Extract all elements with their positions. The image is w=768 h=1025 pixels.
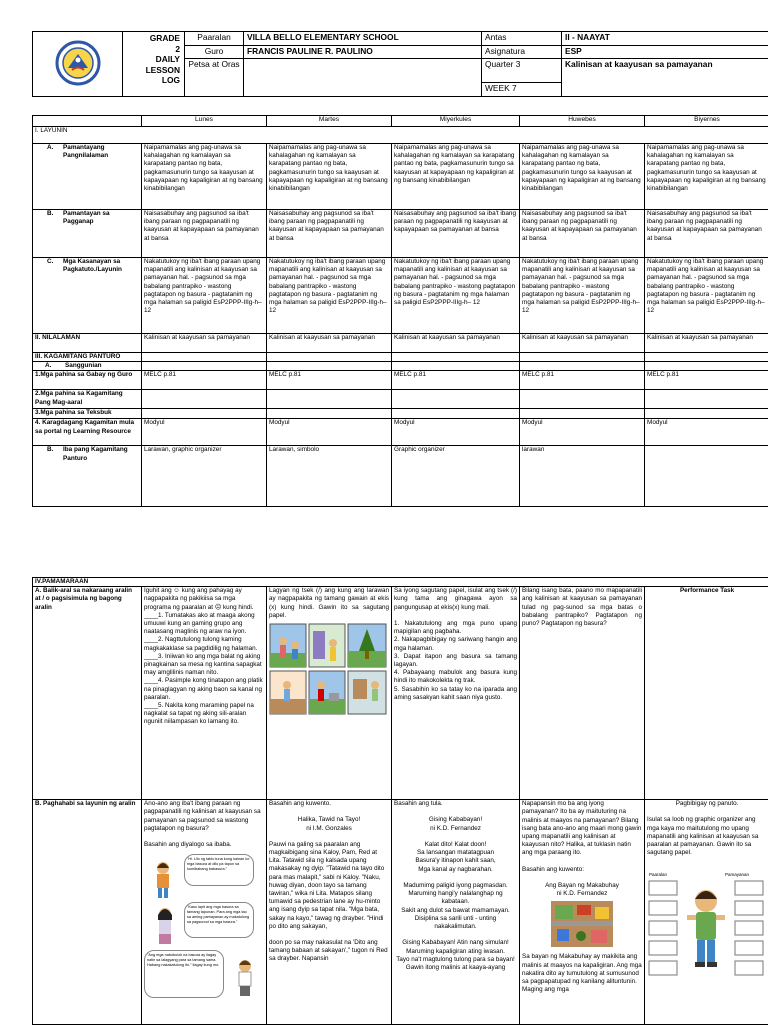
antas-label: Antas — [482, 32, 562, 46]
cell-text: Nakatutukoy ng iba't ibang paraan upang mapanatili ang kalinisan at kaayusan sa pamayanan hal. - pagsunod sa mga babalang pantrapiko - wastong pagtatapon ng basura - pagtatanim ng mga halaman sa paligid EsP2PPP-IIIg-h– 12 — [142, 258, 267, 334]
child-figure-icon — [232, 958, 258, 998]
row-label-sanggunian: A. Sanggunian — [33, 362, 142, 371]
day-header-blank — [33, 116, 142, 127]
cell-text: Naisasabuhay ang pagsunod sa iba't ibang paraan ng pagpapanatili ng kaayusan at kapayapaan sa pamayanan at bansa — [645, 210, 768, 258]
cell-martes-paghahabi — [267, 800, 392, 1025]
speech-bubble: "Kaso lapit ang mga basura sa tamang tapunan. Para ang mga tao sa aming pamayanan ay makatulong sa pagsunod sa mga basura." — [184, 902, 254, 938]
day-header: Miyerkules — [392, 116, 520, 127]
cell-text: Ano-ano ang iba't ibang paraan ng pagpapanatili ng kalinisan at kaayusan sa pamayanan sa pagsunod sa wastong pagtatapon ng basura? — [144, 800, 264, 833]
activity-picture-grid — [269, 623, 389, 718]
cell-text: Naipamamalas ang pag-unawa sa kahalagahan ng kamalayan sa karapatang pantao ng bata, pagkamasunurin tungo sa kaayusan at kapayapaan ng kapaligiran at ng bansang kinabibilangan — [267, 144, 392, 210]
quarter-value: Quarter 3 — [482, 59, 562, 83]
procedure-table — [32, 577, 768, 1025]
cell-lunes-paghahabi — [142, 800, 267, 1025]
organizer-label-paaralan: Paaralan — [649, 871, 667, 879]
deped-seal-icon — [55, 40, 101, 86]
antas-value: II - NAAYAT — [562, 32, 768, 46]
speech-bubble: "Hi. Ulo ng tablo tuna kong kainan ko mga basura at dilo pa tapon sa kumibabang babasura." — [184, 854, 254, 886]
cell-text: Kalinisan at kaayusan sa pamayanan — [142, 334, 267, 353]
grade-label: GRADE 2 DAILY LESSON LOG — [123, 32, 185, 97]
week-value: WEEK 7 — [482, 83, 562, 97]
petsa-label: Petsa at Oras — [185, 59, 244, 97]
cell-text: Naisasabuhay ang pagsunod sa iba't ibang paraan ng pagpapanatili ng kaayusan at kapayapaan sa pamayanan at bansa — [520, 210, 645, 258]
paaralan-label: Paaralan — [185, 32, 244, 46]
cell-text: Sa iyong sagutang papel, isulat ang tsek (/) kung tama ang ginagawa ayon sa pangungusap at ekis(x) kung mali. 1. Nakatutulong ang mga puno upang mapigilan ang pagbaha. 2. Nakapagbibigay ng sariwang hangin ang mga halaman. 3. Dapat itapon ang basura sa tamang lagayan. 4. Pabayaang mabulok ang basura kung hindi ito makokolekta ng trak. 5. Sasabihin ko sa tatay ko na iparada ang aming sasakyan kahit saan niya gusto. — [392, 587, 520, 800]
cell-text: Nakatutukoy ng iba't ibang paraan upang mapanatili ang kalinisan at kaayusan sa pamayanan hal. - pagsunod sa mga babalang pantrapiko - wastong pagtatapon ng basura - pagtatanim ng mga halaman sa paligid EsP2PPP-IIIg-h– 12 — [645, 258, 768, 334]
speech-bubble: "Ang mga nabubulok na basura ay ilagay natin sa lalagyang para sa tamang sama. Habang nakakatulong ito." Ilagay kung mo. — [144, 950, 224, 998]
cell-text: MELC p.81 — [520, 371, 645, 390]
cell-miyerkules-paghahabi — [392, 800, 520, 1025]
cell-text: Modyul — [645, 419, 768, 446]
row-label-nilalaman: II. NILALAMAN — [33, 334, 142, 353]
cell-text: Isulat sa loob ng graphic organizer ang mga kaya mo maitutulong mo upang mapanatili ang kalinisan at kaayusan sa paaralan at pamayanan. Gawin ito sa sagutang papel. — [647, 816, 767, 857]
cell-text: MELC p.81 — [392, 371, 520, 390]
child-figure-icon — [148, 860, 178, 900]
cell-text: Modyul — [520, 419, 645, 446]
cell-performance-task: Performance Task — [645, 587, 768, 800]
cell-text: Naipamamalas ang pag-unawa sa kahalagahan ng kamalayan sa karapatang pantao ng bata, pagkamasunurin tungo sa kaayusan at kapayapaan ng kapaligiran at ng bansang kinabibilangan — [392, 144, 520, 210]
cell-text: Naipamamalas ang pag-unawa sa kahalagahan ng kamalayan sa karapatang pantao ng bata, pagkamasunurin tungo sa kaayusan at kapayapaan ng kapaligiran at ng bansang kinabibilangan — [142, 144, 267, 210]
cell-text: MELC p.81 — [645, 371, 768, 390]
cell-text: Larawan, graphic organizer — [142, 446, 267, 507]
layunin-heading: I. LAYUNIN — [33, 127, 768, 144]
cell-text: MELC p.81 — [142, 371, 267, 390]
deped-seal — [33, 32, 123, 97]
cell-text: Basahin ang kuwento. — [269, 800, 389, 808]
town-map-image — [551, 901, 613, 947]
child-figure-icon — [150, 906, 180, 946]
organizer-label-pamayanan: Pamayanan — [725, 871, 749, 879]
activity-pictures-image — [269, 623, 387, 715]
pamamaraan-heading: IV.PAMAMARAAN — [33, 578, 768, 587]
row-label-paghahabi: B. Paghahabi sa layunin ng aralin — [33, 800, 142, 1025]
asignatura-label: Asignatura — [482, 45, 562, 59]
guro-label: Guro — [185, 45, 244, 59]
graphic-organizer — [647, 871, 767, 979]
row-label-gabay-ng-guro: 1.Mga pahina sa Gabay ng Guro — [33, 371, 142, 390]
story-title: Halika, Tawid na Tayo! ni I.M. Gonzales — [269, 816, 389, 832]
row-label-karagdagang-kagamitan: 4. Karagdagang Kagamitan mula sa portal ng Learning Resource — [33, 419, 142, 446]
cell-text: Graphic organizer — [392, 446, 520, 507]
day-header: Lunes — [142, 116, 267, 127]
day-header: Huwebes — [520, 116, 645, 127]
cell-text: Modyul — [392, 419, 520, 446]
guro-value: FRANCIS PAULINE R. PAULINO — [244, 45, 482, 59]
cell-text: Naisasabuhay ang pagsunod sa iba't ibang paraan ng pagpapanatili ng kaayusan at kapayapaan sa pamayanan at bansa — [392, 210, 520, 258]
row-label-kagamitang-mag-aaral: 2.Mga pahina sa Kagamitang Pang Mag-aaral — [33, 390, 142, 409]
day-header: Biyernes — [645, 116, 768, 127]
cell-text: doon po sa may nakasulat na 'Dito ang tamang babaan at sakayan'," tugon ni Red sa drayber. Napansin — [269, 939, 389, 964]
graphic-organizer-diagram — [647, 877, 767, 977]
row-label-kagamitang-panturo: III. KAGAMITANG PANTURO — [33, 353, 142, 362]
town-picture — [522, 901, 642, 950]
cell-text: Pauwi na galing sa paaralan ang magkaibigang sina Kaloy, Pam, Red at Lita. Tatawid sila ng kalsada upang makasakay ng dyip. "Tatawid na tayo dito para mas malapit," sabi ni Kaloy. "Naku, huwag diyan, doon tayo sa tamang tawiran," wika ni Lita. Matapos silang tumawid sa pedestrian lane ay hu-minto ang isang dyip sa tapat nila. "Mga bata, sakay na kayo," tawag ng drayber. "Hindi po dito ang sakayan, — [269, 841, 389, 931]
cell-text: Iguhit ang ☺ kung ang pahayag ay nagpapakita ng pakikiisa sa mga programa ng paaralan at ☹ kung hindi. ____1. Tumatakas ako at maaga akong umuuwi kung an gaming grupo ang naatasang maglinis ng araw na iyon. ____2. Nagttutulong tulong kaming magkakaklase sa pagdidilig ng halaman. ____3. Iniiwan ko ang mga balat ng aking pinagkainan sa mesa ng kantina sapagkat may amglilinis naman nito. ____4. Pasimple kong tinatapon ang platik na pinaglagyan ng aking baon sa kanal ng paaralan. ____5. Nakita kong maraming papel na nagkalat sa tapat ng aking sili-aralan nguniit niilampasan ko lamang ito. — [142, 587, 267, 800]
petsa-value — [244, 59, 482, 97]
row-label-mga-kasanayan: C. Mga Kasanayan sa Pagkatuto./Layunin — [33, 258, 142, 334]
cell-text: Lagyan ng tsek (/) ang kung ang larawan ay nagpapakita ng tamang gawain at ekis (x) kung hindi. Gawin ito sa sagutang papel. — [269, 587, 389, 620]
day-header: Martes — [267, 116, 392, 127]
cell-text: Naipamamalas ang pag-unawa sa kahalagahan ng kamalayan sa karapatang pantao ng bata, pagkamasunurin tungo sa kaayusan at kapayapaan ng kapaligiran at ng bansang kinabibilangan — [645, 144, 768, 210]
row-label-iba-pang-kagamitan: B. Iba pang Kagamitang Panturo — [33, 446, 142, 507]
cell-text: Naisasabuhay ang pagsunod sa iba't ibang paraan ng pagpapanatili ng kaayusan at kapayapaan sa pamayanan at bansa — [142, 210, 267, 258]
cell-text: Modyul — [267, 419, 392, 446]
story-title: Ang Bayan ng Makabuhay ni K.D. Fernandez — [522, 882, 642, 898]
cell-text: Modyul — [142, 419, 267, 446]
cell-text: Nakatutukoy ng iba't ibang paraan upang mapanatili ang kalinisan at kaayusan sa pamayanan hal. - pagsunod sa mga babalang pantrapiko - wastong pagtatapon ng basura - pagtatanim ng mga halaman sa paligid EsP2PPP-IIIg-h– 12 — [520, 258, 645, 334]
cell-text: Larawan, simbolo — [267, 446, 392, 507]
cell-text: larawan — [520, 446, 645, 507]
cell-biyernes-paghahabi — [645, 800, 768, 1025]
cell-text — [645, 446, 768, 507]
cell-text: Kalinisan at kaayusan sa pamayanan — [267, 334, 392, 353]
cell-martes-balik-aral — [267, 587, 392, 800]
paaralan-value: VILLA BELLO ELEMENTARY SCHOOL — [244, 32, 482, 46]
cell-text: Kalinisan at kaayusan sa pamayanan — [645, 334, 768, 353]
cell-text: Sa bayan ng Makabuhay ay makikita ang malinis at maayos na kapaligiran. Ang mga nakatira dito ay tumutulong at sumusunod sa pagpapatupad ng kanilang alituntunin. Maging ang mga — [522, 953, 642, 994]
cell-text: MELC p.81 — [267, 371, 392, 390]
topic-value: Kalinisan at kaayusan sa pamayanan — [562, 59, 768, 97]
poem-text: Gising Kababayan! ni K.D. Fernandez Kalat dito! Kalat doon! Sa lansangan matatagpuan Basura'y itinapon kahit saan, Mga kanal ay nagbarahan. Madumimg paligid iyong pagmasdan. Maruming hangi'y nalalanghap ng kabataan. Sakit ang dulot sa bawat mamamayan. Disiplina sa sarili unti - unting nakakalimutan. Gising Kababayan! Atin nang simulan! Maruming kapaligiran ating iwasan. Tayo na't magtulong tulong para sa bayan! Gawin itong malinis at kaaya-ayang — [394, 816, 517, 972]
cell-text: Basahin ang tula. — [394, 800, 517, 808]
cell-text: Pagbibigay ng panuto. — [647, 800, 767, 808]
cell-text: Bilang isang bata, paano mo mapapanatili ang kalinisan at kaayusan sa pamayanan tulad ng pag-sunod sa mga batas o babalang pantrapiko? Pagtatapon ng puno? Pagtatapon ng basura? — [520, 587, 645, 800]
cell-text: Nakatutukoy ng iba't ibang paraan upang mapanatili ang kalinisan at kaayusan sa pamayanan hal. - pagsunod sa mga babalang pantrapiko - wastong pagtatapon ng basura - pagtatanim ng mga halaman sa paligid EsP2PPP-IIIg-h– 12 — [392, 258, 520, 334]
row-label-teksbuk: 3.Mga pahina sa Teksbuk — [33, 409, 142, 419]
row-label-balik-aral: A. Balik-aral sa nakaraang aralin at / o pagsisimula ng bagong aralin — [33, 587, 142, 800]
dialogue-illustration — [144, 854, 264, 1004]
lesson-objectives-table — [32, 115, 768, 507]
cell-text: Kalinisan at kaayusan sa pamayanan — [392, 334, 520, 353]
cell-text: Naisasabuhay ang pagsunod sa iba't ibang paraan ng pagpapanatili ng kaayusan at kapayapaan sa pamayanan at bansa — [267, 210, 392, 258]
row-label-pamantayan-sa-pagganap: B. Pamantayan sa Pagganap — [33, 210, 142, 258]
row-label-pamantayang-pangnilalaman: A. Pamantayang Pangnilalaman — [33, 144, 142, 210]
cell-text: Naipamamalas ang pag-unawa sa kahalagahan ng kamalayan sa karapatang pantao ng bata, pagkamasunurin tungo sa kaayusan at kapayapaan ng kapaligiran at ng bansang kinabibilangan — [520, 144, 645, 210]
asignatura-value: ESP — [562, 45, 768, 59]
cell-huwebes-paghahabi — [520, 800, 645, 1025]
cell-text: Napapansin mo ba ang iyong pamayanan? Ito ba ay maituturing na malinis at maayos na pamayanan? Bilang isang bata ano-ano ang maari mong gawin upang mapanatili ang kalinisan at kaayusan nito? Halika, at tuklasin natin ang mga paraang ito. — [522, 800, 642, 857]
cell-text: Basahin ang kuwento: — [522, 866, 642, 874]
cell-text: Kalinisan at kaayusan sa pamayanan — [520, 334, 645, 353]
dll-header — [32, 31, 768, 97]
cell-text: Basahin ang diyalogo sa ibaba. — [144, 841, 264, 849]
cell-text: Nakatutukoy ng iba't ibang paraan upang mapanatili ang kalinisan at kaayusan sa pamayanan hal. - pagsunod sa mga babalang pantrapiko - wastong pagtatapon ng basura - pagtatanim ng mga halaman sa paligid EsP2PPP-IIIg-h– 12 — [267, 258, 392, 334]
